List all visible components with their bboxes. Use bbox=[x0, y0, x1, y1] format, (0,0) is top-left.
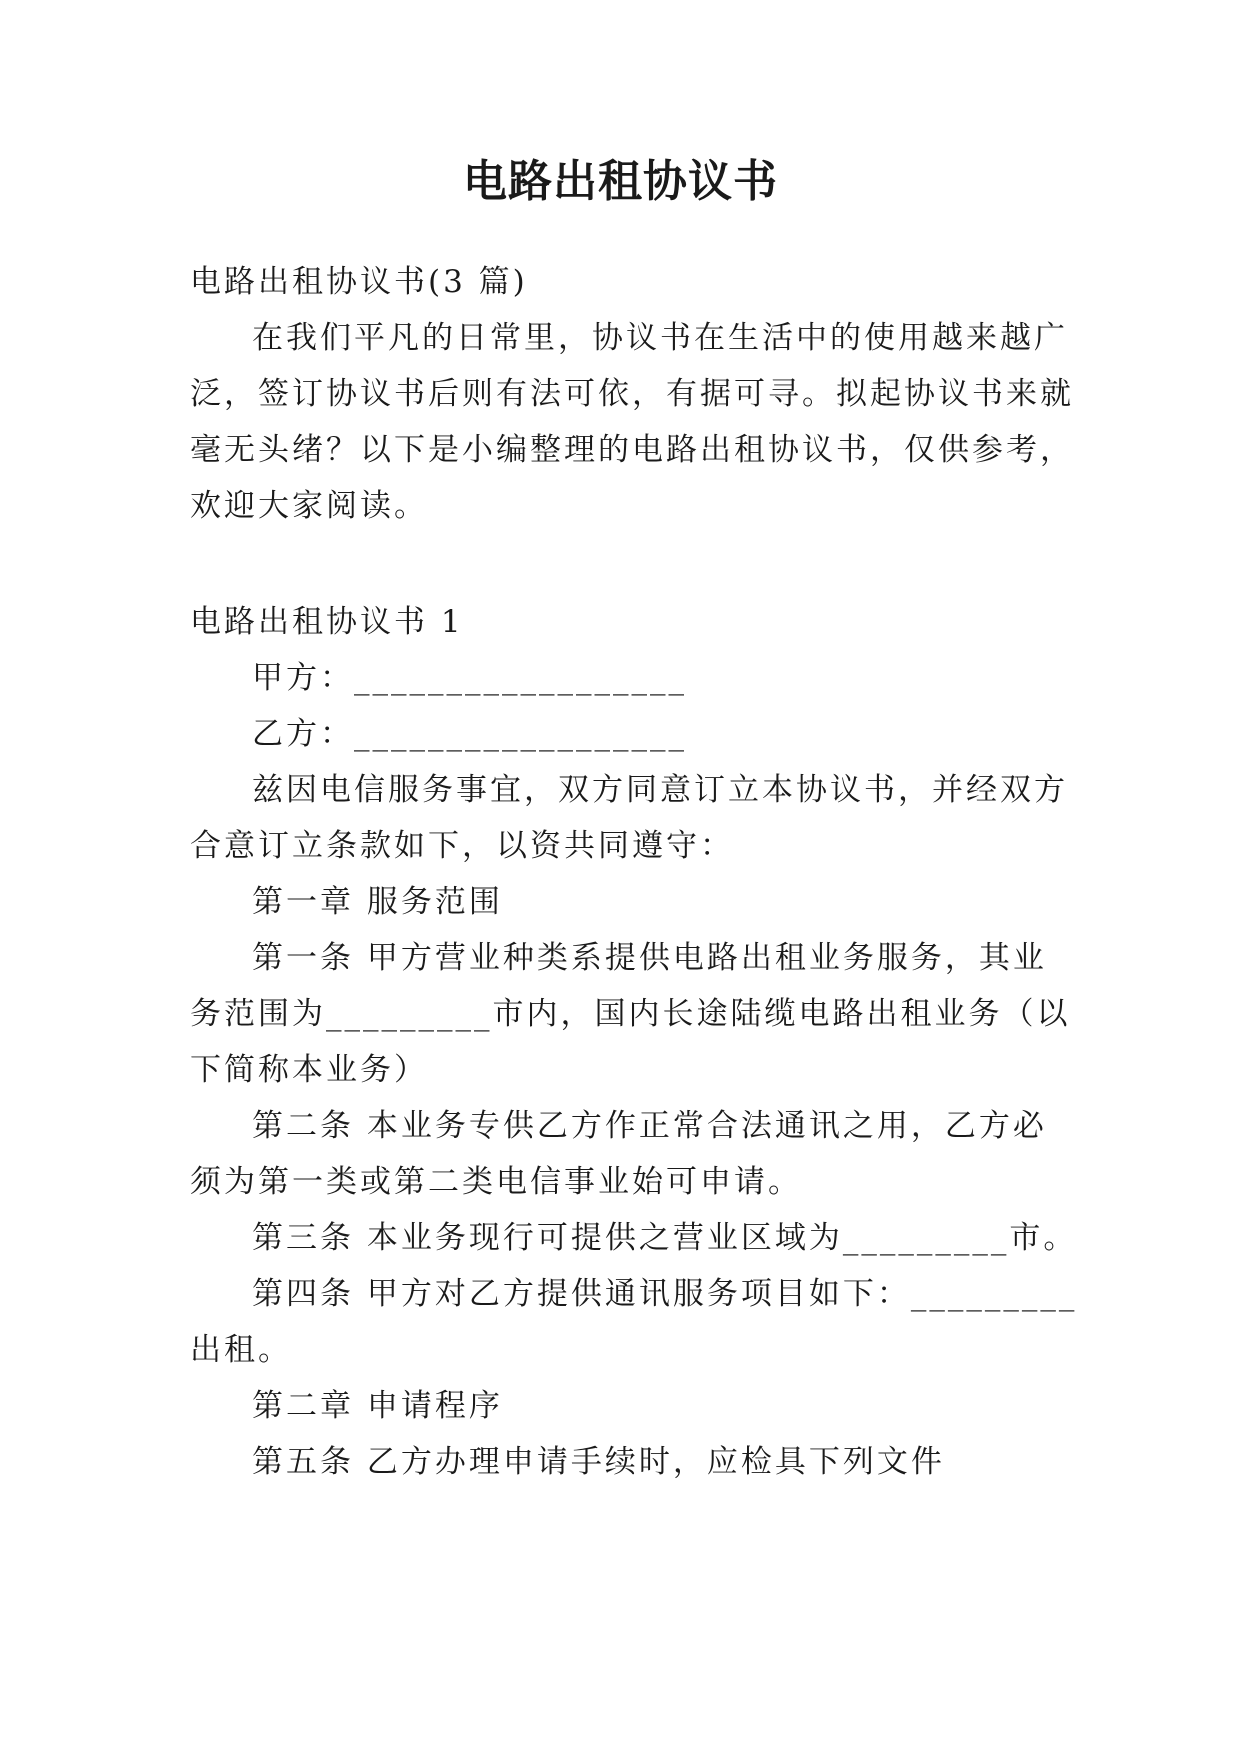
article-4-line-2: 出租。 bbox=[190, 1332, 292, 1368]
article-1-line-3: 下简称本业务） bbox=[190, 1052, 428, 1088]
intro-line-1: 在我们平凡的日常里，协议书在生活中的使用越来越广 bbox=[252, 320, 1068, 356]
chapter-2-heading: 第二章 申请程序 bbox=[252, 1388, 503, 1424]
section-heading: 电路出租协议书 1 bbox=[190, 604, 464, 640]
intro-line-4: 欢迎大家阅读。 bbox=[190, 488, 428, 524]
chapter-1-heading: 第一章 服务范围 bbox=[252, 884, 503, 920]
subtitle-line: 电路出租协议书(3 篇) bbox=[190, 264, 528, 300]
intro-line-3: 毫无头绪？以下是小编整理的电路出租协议书，仅供参考， bbox=[190, 432, 1074, 468]
preamble-line-2: 合意订立条款如下，以资共同遵守： bbox=[190, 828, 734, 864]
article-4-line-1: 第四条 甲方对乙方提供通讯服务项目如下：_________ bbox=[252, 1276, 1078, 1312]
document-title: 电路出租协议书 bbox=[463, 156, 778, 207]
article-1-line-2: 务范围为_________市内，国内长途陆缆电路出租业务（以 bbox=[190, 996, 1071, 1032]
party-a-line: 甲方：__________________ bbox=[252, 660, 687, 696]
article-2-line-2: 须为第一类或第二类电信事业始可申请。 bbox=[190, 1164, 802, 1200]
article-2-line-1: 第二条 本业务专供乙方作正常合法通讯之用，乙方必 bbox=[252, 1108, 1047, 1144]
article-1-line-1: 第一条 甲方营业种类系提供电路出租业务服务，其业 bbox=[252, 940, 1047, 976]
article-3-line: 第三条 本业务现行可提供之营业区域为_________市。 bbox=[252, 1220, 1078, 1256]
article-5-line: 第五条 乙方办理申请手续时，应检具下列文件 bbox=[252, 1444, 945, 1480]
party-b-line: 乙方：__________________ bbox=[252, 716, 687, 752]
intro-line-2: 泛，签订协议书后则有法可依，有据可寻。拟起协议书来就 bbox=[190, 376, 1074, 412]
preamble-line-1: 兹因电信服务事宜，双方同意订立本协议书，并经双方 bbox=[252, 772, 1068, 808]
